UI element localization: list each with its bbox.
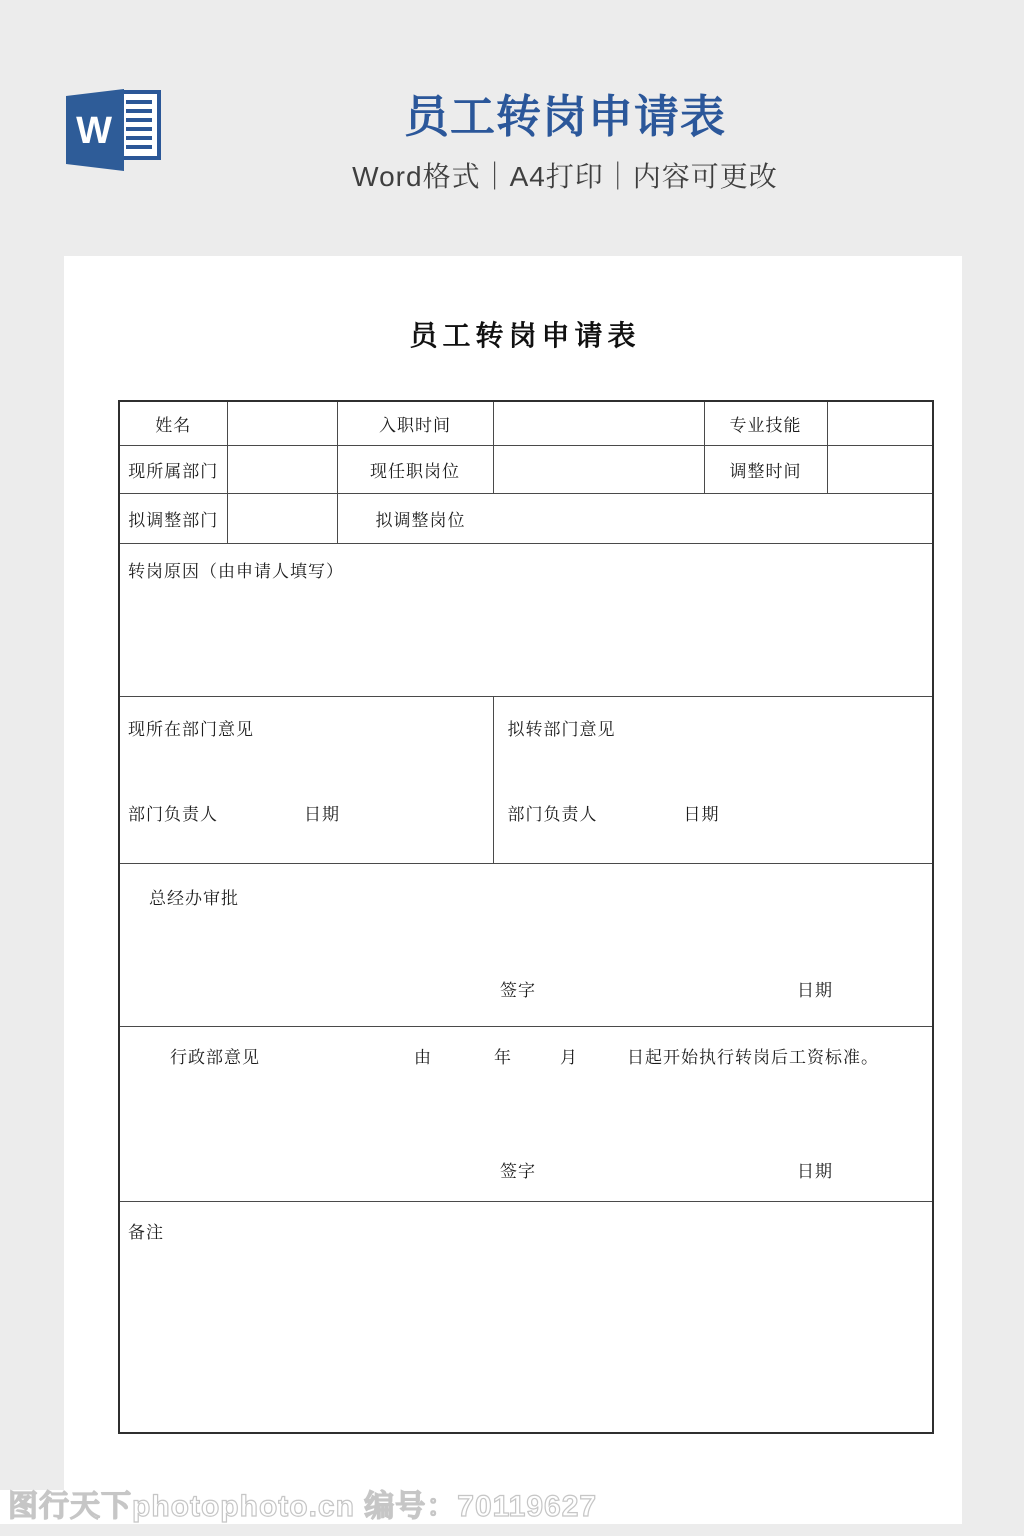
name-value-cell [227, 401, 337, 445]
proposed-dept-label: 拟调整部门 [119, 493, 227, 543]
hire-time-value-cell [493, 401, 704, 445]
current-dept-label: 现所属部门 [119, 445, 227, 493]
form-title: 员工转岗申请表 [409, 319, 641, 352]
admin-date-label: 日期 [797, 1161, 833, 1182]
watermark-text: 图行天下photophoto.cn 编号：70119627 [8, 1490, 598, 1523]
current-post-label: 现任职岗位 [337, 445, 493, 493]
gm-date-label: 日期 [797, 980, 833, 1001]
gm-approval-label: 总经办审批 [149, 888, 239, 909]
proposed-post-label: 拟调整岗位 [337, 493, 933, 543]
admin-sign-label: 签字 [500, 1161, 536, 1182]
admin-year-label: 年 [494, 1047, 512, 1068]
page-title: 员工转岗申请表 [403, 91, 726, 142]
hire-time-label: 入职时间 [337, 401, 493, 445]
target-dept-date-label: 日期 [683, 804, 720, 825]
skill-value-cell [827, 401, 933, 445]
gm-sign-label: 签字 [500, 980, 536, 1001]
remark-cell [119, 1201, 933, 1433]
name-label: 姓名 [119, 401, 227, 445]
current-dept-opinion-cell [119, 696, 493, 863]
target-dept-opinion-label: 拟转部门意见 [507, 719, 616, 740]
admin-opinion-cell [119, 1026, 933, 1201]
document-page [64, 256, 962, 1524]
transfer-form-table [118, 400, 934, 1434]
admin-by-label: 由 [414, 1047, 432, 1068]
admin-opinion-label: 行政部意见 [170, 1047, 260, 1068]
current-dept-value-cell [227, 445, 337, 493]
adjust-time-label: 调整时间 [704, 445, 827, 493]
target-dept-opinion-cell [493, 696, 933, 863]
current-dept-manager-label: 部门负责人 [128, 804, 218, 825]
skill-label: 专业技能 [704, 401, 827, 445]
current-dept-date-label: 日期 [304, 804, 340, 825]
transfer-reason-cell [119, 543, 933, 696]
page-subtitle: Word格式｜A4打印｜内容可更改 [352, 161, 778, 192]
header [300, 92, 830, 195]
footer-band [0, 1490, 962, 1524]
admin-effect-text: 日起开始执行转岗后工资标准。 [627, 1047, 879, 1068]
gm-approval-cell [119, 863, 933, 1026]
word-file-icon [64, 87, 162, 173]
admin-month-label: 月 [560, 1047, 578, 1068]
current-dept-opinion-label: 现所在部门意见 [128, 719, 254, 740]
adjust-time-value-cell [827, 445, 933, 493]
current-post-value-cell [493, 445, 704, 493]
transfer-reason-label: 转岗原因（由申请人填写） [128, 561, 344, 582]
remark-label: 备注 [128, 1222, 164, 1243]
target-dept-manager-label: 部门负责人 [507, 804, 598, 825]
word-icon-letter: W [76, 110, 112, 152]
proposed-dept-value-cell [227, 493, 337, 543]
